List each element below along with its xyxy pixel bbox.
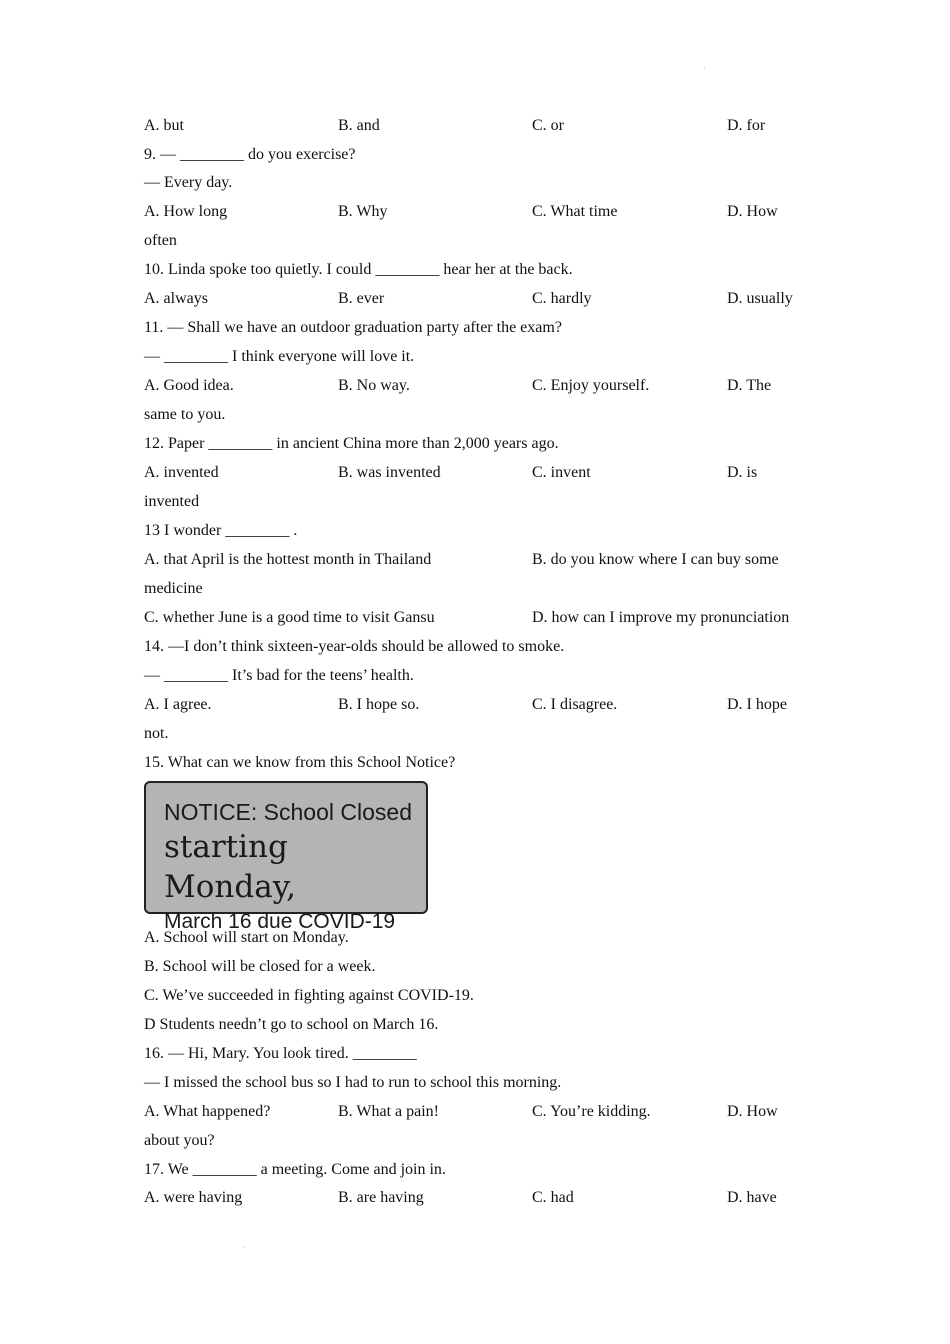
q10-stem: 10. Linda spoke too quietly. I could ________ hear her at the back.	[144, 261, 573, 278]
q14-option-d: D. I hope	[727, 696, 787, 713]
q14-option-c: C. I disagree.	[532, 696, 618, 713]
q14-option-b: B. I hope so.	[338, 696, 420, 713]
notice-line-3: March 16 due COVID-19	[164, 910, 396, 933]
q9-option-d: D. How	[727, 203, 778, 220]
q11-reply: — ________ I think everyone will love it.	[144, 348, 415, 365]
q12-option-b: B. was invented	[338, 464, 441, 481]
q12-option-c: C. invent	[532, 464, 591, 481]
q11-option-wrap: same to you.	[144, 406, 226, 423]
q8-option-c: C. or	[532, 117, 564, 134]
q16-option-a: A. What happened?	[144, 1103, 271, 1120]
q16-option-d: D. How	[727, 1103, 778, 1120]
q16-reply: — I missed the school bus so I had to run to school this morning.	[144, 1074, 562, 1091]
q11-option-b: B. No way.	[338, 377, 410, 394]
notice-line-1: NOTICE: School Closed	[164, 799, 412, 825]
q11-option-c: C. Enjoy yourself.	[532, 377, 650, 394]
q12-stem: 12. Paper ________ in ancient China more than 2,000 years ago.	[144, 435, 559, 452]
q17-option-c: C. had	[532, 1189, 574, 1206]
q14-reply: — ________ It’s bad for the teens’ health.	[144, 667, 414, 684]
q13-option-wrap: medicine	[144, 580, 203, 597]
q11-option-d: D. The	[727, 377, 772, 394]
q17-option-b: B. are having	[338, 1189, 424, 1206]
q16-option-wrap: about you?	[144, 1132, 215, 1149]
q9-option-c: C. What time	[532, 203, 618, 220]
q8-option-d: D. for	[727, 117, 766, 134]
q8-option-a: A. but	[144, 117, 184, 134]
header-mark: ·	[703, 64, 706, 73]
q15-option-a: A. School will start on Monday.	[144, 929, 349, 946]
q15-option-d: D Students needn’t go to school on March 16.	[144, 1016, 439, 1033]
q14-option-wrap: not.	[144, 725, 169, 742]
q16-option-c: C. You’re kidding.	[532, 1103, 651, 1120]
q10-option-d: D. usually	[727, 290, 793, 307]
school-notice-image	[144, 781, 428, 933]
q9-stem: 9. — ________ do you exercise?	[144, 146, 356, 163]
q15-option-b: B. School will be closed for a week.	[144, 958, 376, 975]
q10-option-b: B. ever	[338, 290, 385, 307]
q11-option-a: A. Good idea.	[144, 377, 234, 394]
q17-stem: 17. We ________ a meeting. Come and join in.	[144, 1161, 446, 1178]
q13-option-b: B. do you know where I can buy some	[532, 551, 779, 568]
q9-option-b: B. Why	[338, 203, 388, 220]
q12-option-d: D. is	[727, 464, 758, 481]
q16-stem: 16. — Hi, Mary. You look tired. ________	[144, 1045, 417, 1062]
q13-stem: 13 I wonder ________ .	[144, 522, 298, 539]
q15-stem: 15. What can we know from this School Notice?	[144, 754, 456, 771]
q15-option-c: C. We’ve succeeded in fighting against COVID-19.	[144, 987, 474, 1004]
q10-option-c: C. hardly	[532, 290, 592, 307]
q11-stem: 11. — Shall we have an outdoor graduation party after the exam?	[144, 319, 562, 336]
q10-option-a: A. always	[144, 290, 208, 307]
q12-option-a: A. invented	[144, 464, 219, 481]
q13-option-a: A. that April is the hottest month in Thailand	[144, 551, 432, 568]
notice-line-2: starting Monday,	[164, 829, 296, 905]
q16-option-b: B. What a pain!	[338, 1103, 440, 1120]
q14-stem: 14. —I don’t think sixteen-year-olds should be allowed to smoke.	[144, 638, 565, 655]
q9-option-a: A. How long	[144, 203, 228, 220]
q14-option-a: A. I agree.	[144, 696, 212, 713]
q17-option-d: D. have	[727, 1189, 777, 1206]
footer-mark: ·	[243, 1243, 246, 1252]
q8-option-b: B. and	[338, 117, 380, 134]
q13-option-d: D. how can I improve my pronunciation	[532, 609, 790, 626]
q17-option-a: A. were having	[144, 1189, 243, 1206]
q9-reply: — Every day.	[144, 174, 233, 191]
q9-option-wrap: often	[144, 232, 177, 249]
q13-option-c: C. whether June is a good time to visit Gansu	[144, 609, 435, 626]
q12-option-wrap: invented	[144, 493, 200, 510]
